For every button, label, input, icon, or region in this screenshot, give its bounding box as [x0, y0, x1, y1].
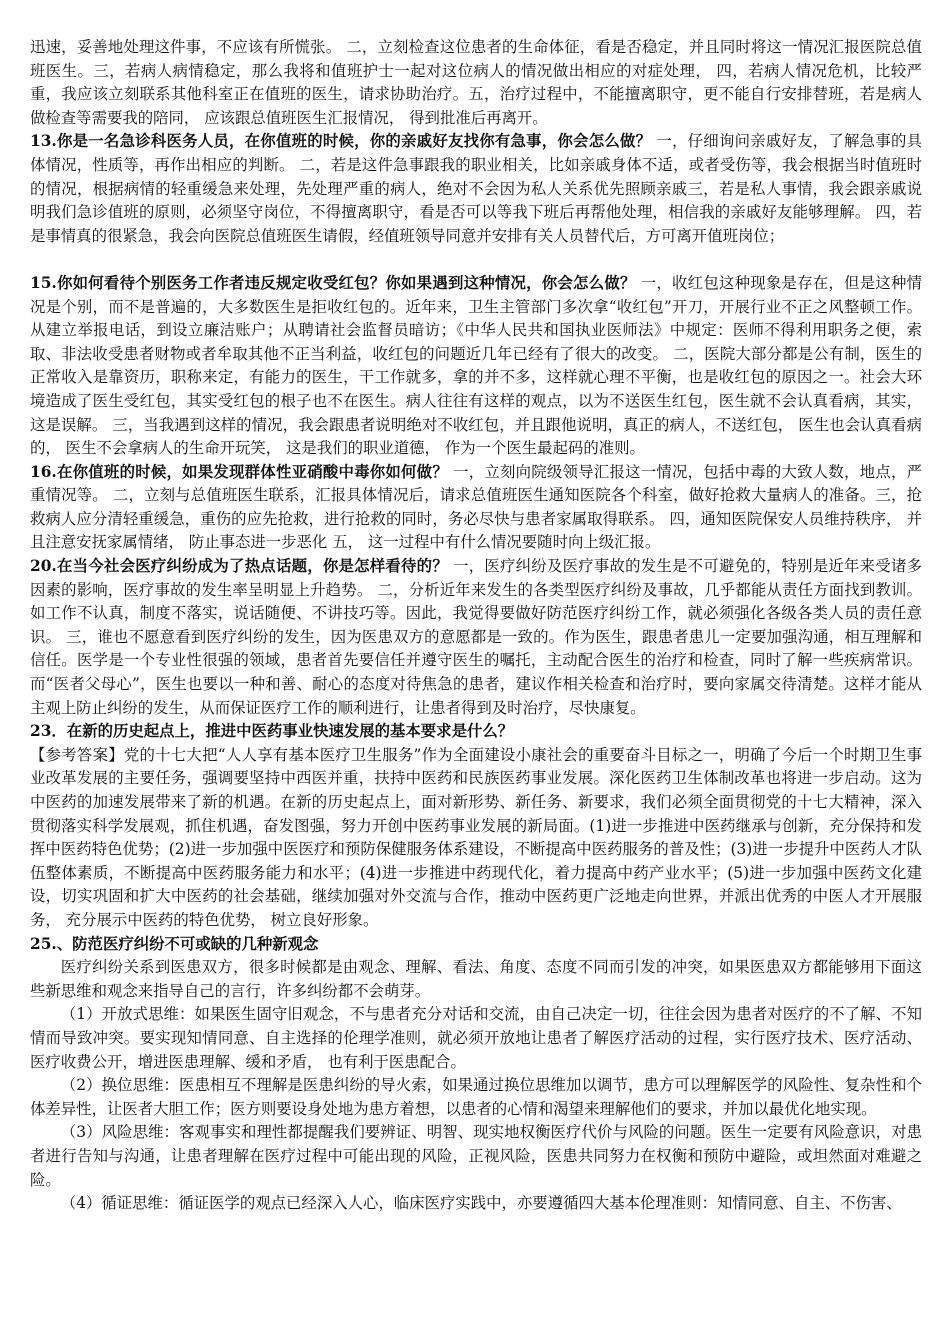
question-16-answer: 一，立刻向院级领导汇报这一情况，包括中毒的大致人数，地点，严重情况等。 二，立刻与总值班医生联系，汇报具体情况后，请求总值班医生通知医院各个科室，做好抢救大量病人的准备。三，抢救病人应分清轻重缓急，重伤的应先抢救，进行抢救的同时，务必尽快与患者家属取得联系。 四，通知医院保安人员维持秩序， 并且注意安抚家属情绪， 防止事态进一步恶化 五， 这一过程中有什么情况要随时向上级汇报。: [30, 462, 922, 552]
question-15: [30, 272, 922, 461]
question-20-title: 20.在当今社会医疗纠纷成为了热点话题，你是怎样看待的？: [30, 557, 448, 576]
question-13-title: 13.你是一名急诊科医务人员，在你值班的时候，你的亲戚好友找你有急事，你会怎么做？: [30, 132, 652, 151]
question-20: [30, 555, 922, 720]
question-23-answer-text: 党的十七大把“人人享有基本医疗卫生服务”作为全面建设小康社会的重要奋斗目标之一，明确了今后一个时期卫生事业改革发展的主要任务，强调要坚持中西医并重，扶持中医药和民族医药事业发展。深化医药卫生体制改革也将进一步启动。这为中医药的加速发展带来了新的机遇。在新的历史起点上，面对新形势、新任务、新要求，我们必须全面贯彻党的十七大精神，深入贯彻落实科学发展观，抓住机遇，奋发图强，努力开创中医药事业发展的新局面。(1)进一步推进中医药继承与创新，充分保持和发挥中医药特色优势；(2)进一步加强中医医疗和预防保健服务体系建设，不断提高中医药服务的普及性；(3)进一步提升中医药人才队伍整体素质，不断提高中医药服务能力和水平；(4)进一步推进中药现代化，着力提高中药产业水平；(5)进一步加强中医药文化建设，切实巩固和扩大中医药的社会基础，继续加强对外交流与合作，推动中医药更广泛地走向世界，并派出优秀的中医人才开展服务， 充分展示中医药的特色优势， 树立良好形象。: [30, 745, 922, 929]
paragraph-text: 迅速，妥善地处理这件事，不应该有所慌张。 二，立刻检查这位患者的生命体征，看是否稳定，并且同时将这一情况汇报医院总值班医生。三，若病人病情稳定，那么我将和值班护士一起对这位病人的情况做出相应的对症处理， 四，若病人情况危机，比较严重，我应该立刻联系其他科室正在值班的医生，请求协助治疗。五，治疗过程中，不能擅离职守，更不能自行安排替班，若是病人做检查等需要我的陪同， 应该跟总值班医生汇报情况， 得到批准后再离开。: [30, 38, 922, 127]
answer-label: 【参考答案】: [30, 745, 124, 764]
blank-line: [30, 248, 922, 272]
question-23-answer: [30, 744, 922, 933]
list-item-evidence-thinking: （4）循证思维：循证医学的观点已经深入人心，临床医疗实践中，亦要遵循四大基本伦理准则：知情同意、自主、不伤害、: [60, 1194, 902, 1213]
list-item-open-thinking: （1）开放式思维：如果医生固守旧观念，不与患者充分对话和交流，由自己决定一切，往往会因为患者对医疗的不了解、不知情而导致冲突。要实现知情同意、自主选择的伦理学准则，就必须开放地让患者了解医疗活动的过程，实行医疗技术、医疗活动、医疗收费公开，增进医患理解、缓和矛盾， 也有利于医患配合。: [30, 1005, 922, 1071]
question-25-title: 25.、防范医疗纠纷不可或缺的几种新观念: [30, 934, 319, 953]
question-20-answer: 一，医疗纠纷及医疗事故的发生是不可避免的，特别是近年来受诸多因素的影响，医疗事故的发生率呈明显上升趋势。 二，分析近年来发生的各类型医疗纠纷及事故，几乎都能从责任方面找到教训。如工作不认真，制度不落实，说话随便、不讲技巧等。因此，我觉得要做好防范医疗纠纷工作，就必须强化各级各类人员的责任意识。 三，谁也不愿意看到医疗纠纷的发生，因为医患双方的意愿都是一致的。作为医生，跟患者患儿一定要加强沟通，相互理解和信任。医学是一个专业性很强的领域，患者首先要信任并遵守医生的嘱托，主动配合医生的治疗和检查，同时了解一些疾病常识。而“医者父母心”，医生也要以一种和善、耐心的态度对待焦急的患者，建议作相关检查和治疗时，要向家属交待清楚。这样才能从主观上防止纠纷的发生，从而保证医疗工作的顺利进行，让患者得到及时治疗，尽快康复。: [30, 557, 922, 717]
question-25-intro: 医疗纠纷关系到医患双方，很多时候都是由观念、理解、看法、角度、态度不同而引发的冲突，如果医患双方都能够用下面这些新思维和观念来指导自己的言行，许多纠纷都不会萌芽。: [30, 958, 922, 1000]
question-13-answer: 一，仔细询问亲戚好友，了解急事的具体情况，性质等，再作出相应的判断。 二，若是这件急事跟我的职业相关，比如亲戚身体不适，或者受伤等，我会根据当时值班时的情况，根据病情的轻重缓急来处理，先处理严重的病人，绝对不会因为私人关系优先照顾亲戚三，若是私人事情，我会跟亲戚说明我们急诊值班的原则，必须坚守岗位，不得擅离职守，看是否可以等我下班后再帮他处理，相信我的亲戚好友能够理解。 四，若是事情真的很紧急，我会向医院总值班医生请假，经值班领导同意并安排有关人员替代后，方可离开值班岗位；: [30, 132, 922, 245]
question-15-title: 15.你如何看待个别医务工作者违反规定收受红包？你如果遇到这种情况，你会怎么做？: [30, 273, 636, 292]
question-13: [30, 130, 922, 248]
list-item-risk-thinking: （3）风险思维：客观事实和理性都提醒我们要辨证、明智、现实地权衡医疗代价与风险的问题。医生一定要有风险意识，对患者进行告知与沟通，让患者理解在医疗过程中可能出现的风险，正视风险，医患共同努力在权衡和预防中避险，或坦然面对难避之险。: [30, 1123, 922, 1189]
question-16: [30, 461, 922, 555]
question-23-title: 23．在新的历史起点上，推进中医药事业快速发展的基本要求是什么？: [30, 722, 514, 741]
paragraph-continued: [30, 36, 922, 130]
question-15-answer: 一，收红包这种现象是存在，但是这种情况是个别，而不是普遍的，大多数医生是拒收红包的。近年来，卫生主管部门多次拿“收红包”开刀，开展行业不正之风整顿工作。从建立举报电话，到设立廉洁账户；从聘请社会监督员暗访；《中华人民共和国执业医师法》中规定：医师不得利用职务之便，索取、非法收受患者财物或者牟取其他不正当利益，收红包的问题近几年已经有了很大的改变。 二，医院大部分都是公有制，医生的正常收入是靠资历，职称来定，有能力的医生，干工作就多，拿的并不多，这样就心理不平衡，也是收红包的原因之一。社会大环境造成了医生受红包，其实受红包的根子也不在医生。病人往往有这样的观点，以为不送医生红包，医生就不会认真看病，其实，这是误解。 三，当我遇到这样的情况，我会跟患者说明绝对不收红包，并且跟他说明，真正的病人，不送红包， 医生也会认真看病的， 医生不会拿病人的生命开玩笑， 这是我们的职业道德， 作为一个医生最起码的准则。: [30, 273, 922, 458]
list-item-perspective-thinking: （2）换位思维：医患相互不理解是医患纠纷的导火索，如果通过换位思维加以调节，患方可以理解医学的风险性、复杂性和个体差异性，让医者大胆工作；医方则要设身处地为患方着想，以患者的心情和渴望来理解他们的要求，并加以最优化地实现。: [30, 1076, 922, 1118]
question-16-title: 16.在你值班的时候，如果发现群体性亚硝酸中毒你如何做？: [30, 462, 448, 481]
